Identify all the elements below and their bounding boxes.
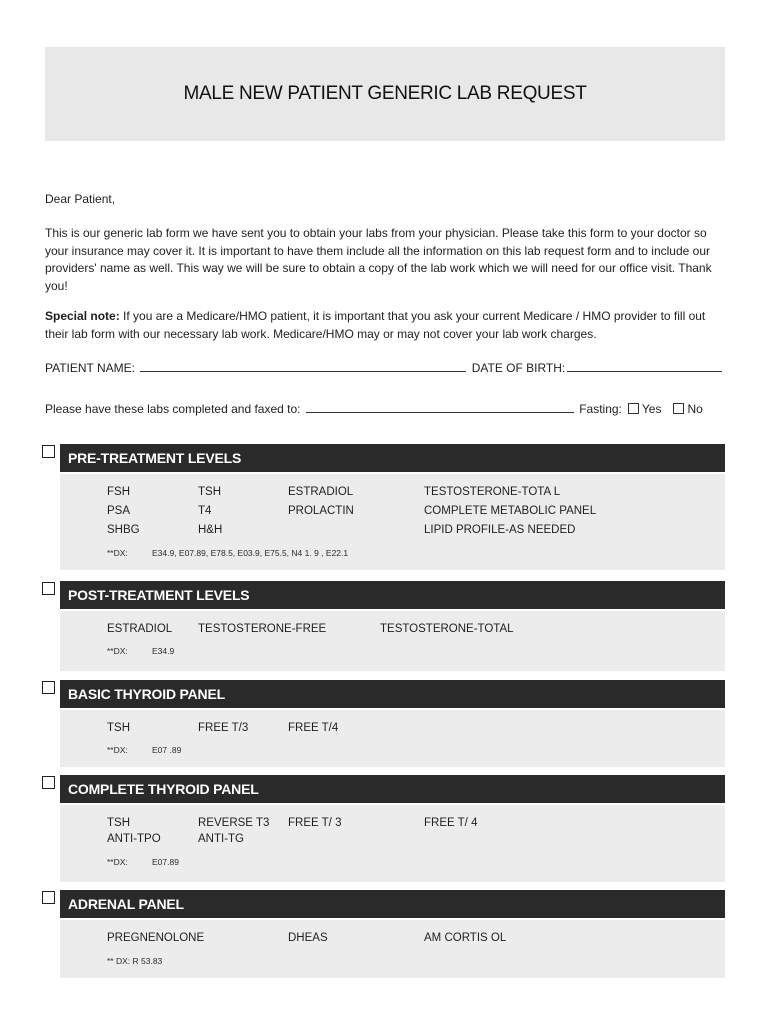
lab-item: AM CORTIS OL [424, 932, 507, 944]
lab-item: TESTOSTERONE-FREE [198, 623, 327, 635]
section-header: POST-TREATMENT LEVELS [60, 581, 725, 609]
patient-name-label: PATIENT NAME: [45, 361, 136, 375]
section-pre-treatment [40, 444, 725, 572]
section-complete-thyroid [40, 775, 725, 882]
section-header: PRE-TREATMENT LEVELS [60, 444, 725, 472]
complete-thyroid-checkbox[interactable] [42, 776, 55, 789]
dx-codes: E07.89 [152, 857, 179, 867]
lab-item: T4 [198, 505, 212, 517]
lab-item: ANTI-TPO [107, 833, 161, 845]
lab-item: TSH [107, 722, 130, 734]
post-treatment-checkbox[interactable] [42, 582, 55, 595]
lab-item: FREE T/4 [288, 722, 339, 734]
lab-item: LIPID PROFILE-AS NEEDED [424, 524, 576, 536]
section-header: BASIC THYROID PANEL [60, 680, 725, 708]
dx-label: ** DX: R 53.83 [107, 956, 163, 966]
lab-item: ANTI-TG [198, 833, 244, 845]
fasting-yes-label: Yes [641, 402, 662, 416]
lab-item: TESTOSTERONE-TOTA L [424, 486, 561, 498]
adrenal-checkbox[interactable] [42, 891, 55, 904]
fasting-no-checkbox[interactable] [673, 403, 684, 414]
lab-item: FREE T/ 4 [424, 817, 478, 829]
section-basic-thyroid [40, 680, 725, 767]
lab-item: COMPLETE METABOLIC PANEL [424, 505, 597, 517]
lab-item: ESTRADIOL [288, 486, 354, 498]
dx-label: **DX: [107, 548, 128, 558]
fasting-no-label: No [687, 402, 703, 416]
dob-field[interactable] [567, 360, 722, 372]
basic-thyroid-checkbox[interactable] [42, 681, 55, 694]
lab-item: PROLACTIN [288, 505, 354, 517]
dx-codes: E34.9, E07.89, E78.5, E03.9, E75.5, N4 1. 9 , E22.1 [152, 548, 349, 558]
dx-label: **DX: [107, 745, 128, 755]
title-banner [45, 47, 725, 141]
pre-treatment-checkbox[interactable] [42, 445, 55, 458]
lab-item: PSA [107, 505, 131, 517]
section-header: ADRENAL PANEL [60, 890, 725, 918]
patient-name-field[interactable] [140, 360, 466, 372]
page-title: MALE NEW PATIENT GENERIC LAB REQUEST [183, 83, 587, 104]
lab-item: TESTOSTERONE-TOTAL [380, 623, 514, 635]
lab-item: H&H [198, 524, 223, 536]
lab-item: SHBG [107, 524, 140, 536]
lab-item: FREE T/ 3 [288, 817, 342, 829]
intro-paragraph: This is our generic lab form we have sent you to obtain your labs from your physician. Please take this form to your doctor so your insurance may cover it. It is important to have them include all the information on this lab request form and to include our providers' name as well. This way we will be sure to obtain a copy of the lab work which we will need for our office visit. Thank you! [45, 226, 712, 293]
fasting-yes-checkbox[interactable] [628, 403, 639, 414]
section-body [60, 474, 725, 570]
lab-item: FREE T/3 [198, 722, 249, 734]
dx-codes: E34.9 [152, 646, 175, 656]
section-body [60, 611, 725, 671]
lab-item: PREGNENOLONE [107, 932, 205, 944]
section-body [60, 710, 725, 767]
lab-item: REVERSE T3 [198, 817, 270, 829]
section-header: COMPLETE THYROID PANEL [60, 775, 725, 803]
dx-label: **DX: [107, 646, 128, 656]
section-post-treatment [40, 581, 725, 673]
fasting-label: Fasting: [579, 402, 622, 416]
dx-label: **DX: [107, 857, 128, 867]
fax-label: Please have these labs completed and faxed to: [45, 402, 301, 416]
section-adrenal [40, 890, 725, 978]
salutation: Dear Patient, [45, 192, 116, 206]
fax-field[interactable] [306, 401, 574, 413]
lab-item: ESTRADIOL [107, 623, 173, 635]
patient-info-row [45, 360, 725, 375]
fax-row [45, 401, 725, 416]
special-note [45, 308, 725, 343]
lab-item: TSH [107, 817, 130, 829]
section-body [60, 805, 725, 882]
lab-item: TSH [198, 486, 221, 498]
lab-item: FSH [107, 486, 130, 498]
dob-label: DATE OF BIRTH: [471, 361, 566, 375]
dx-codes: E07 .89 [152, 745, 182, 755]
special-note-label: Special note: [45, 309, 120, 323]
special-note-text: If you are a Medicare/HMO patient, it is important that you ask your current Medicare / HMO provider to fill out their lab form with our necessary lab work. Medicare/HMO may or may not cover your lab work charges. [45, 309, 706, 341]
section-body [60, 920, 725, 978]
lab-item: DHEAS [288, 932, 328, 944]
